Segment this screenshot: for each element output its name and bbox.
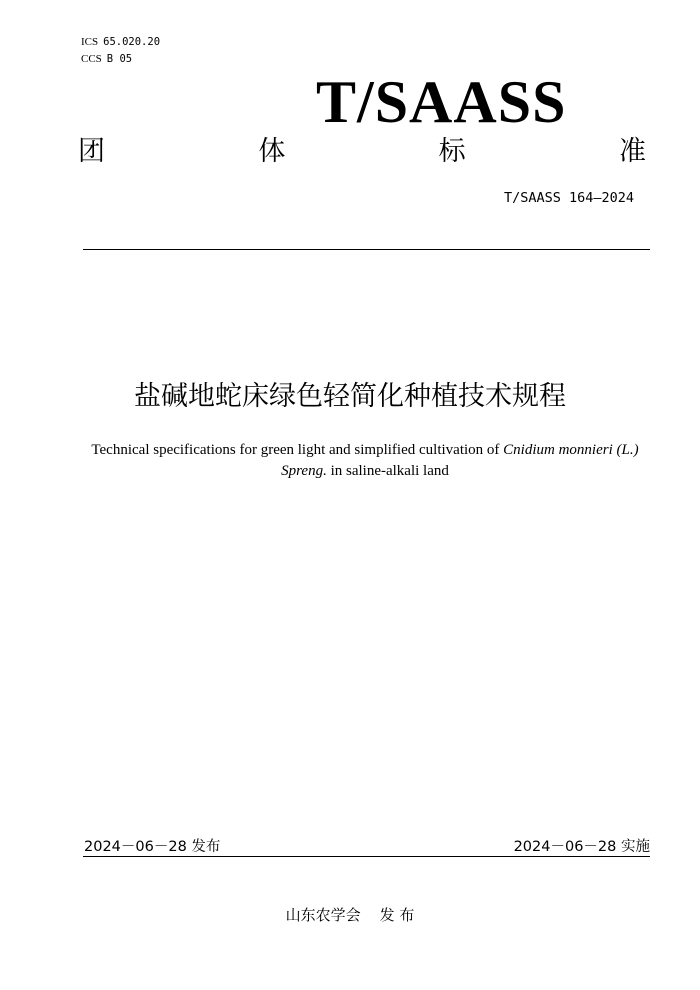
document-title-english [80,440,650,482]
implement-date: 2024－06－28 实施 [513,839,650,855]
standard-type-char: 准 [618,136,646,167]
standard-type-char: 标 [438,136,466,167]
ccs-code: B 05 [106,53,133,65]
ccs-line [81,51,160,68]
standard-type [78,134,646,170]
title-en-text-end: in saline-alkali land [326,463,449,479]
ccs-label: CCS [81,53,102,65]
standard-number: T/SAASS 164—2024 [503,190,634,206]
standard-type-char: 团 [78,136,105,167]
ics-code: 65.020.20 [103,36,161,48]
ics-label: ICS [81,36,99,48]
standard-type-char: 体 [258,136,286,167]
organization-logo: T/SAASS [316,69,567,135]
ics-line [81,34,160,51]
publisher: 山东农学会 发 布 [285,906,415,924]
header-divider [83,249,650,250]
title-en-species: Cnidium monnieri (L.) Spreng. [281,442,639,479]
classification-codes [81,34,160,68]
publish-date: 2024－06－28 发布 [84,839,221,855]
footer-divider [83,856,650,857]
title-en-text: Technical specifications for green light and simplified cultivation of [91,442,504,458]
document-title-chinese: 盐碱地蛇床绿色轻简化种植技术规程 [134,381,566,412]
